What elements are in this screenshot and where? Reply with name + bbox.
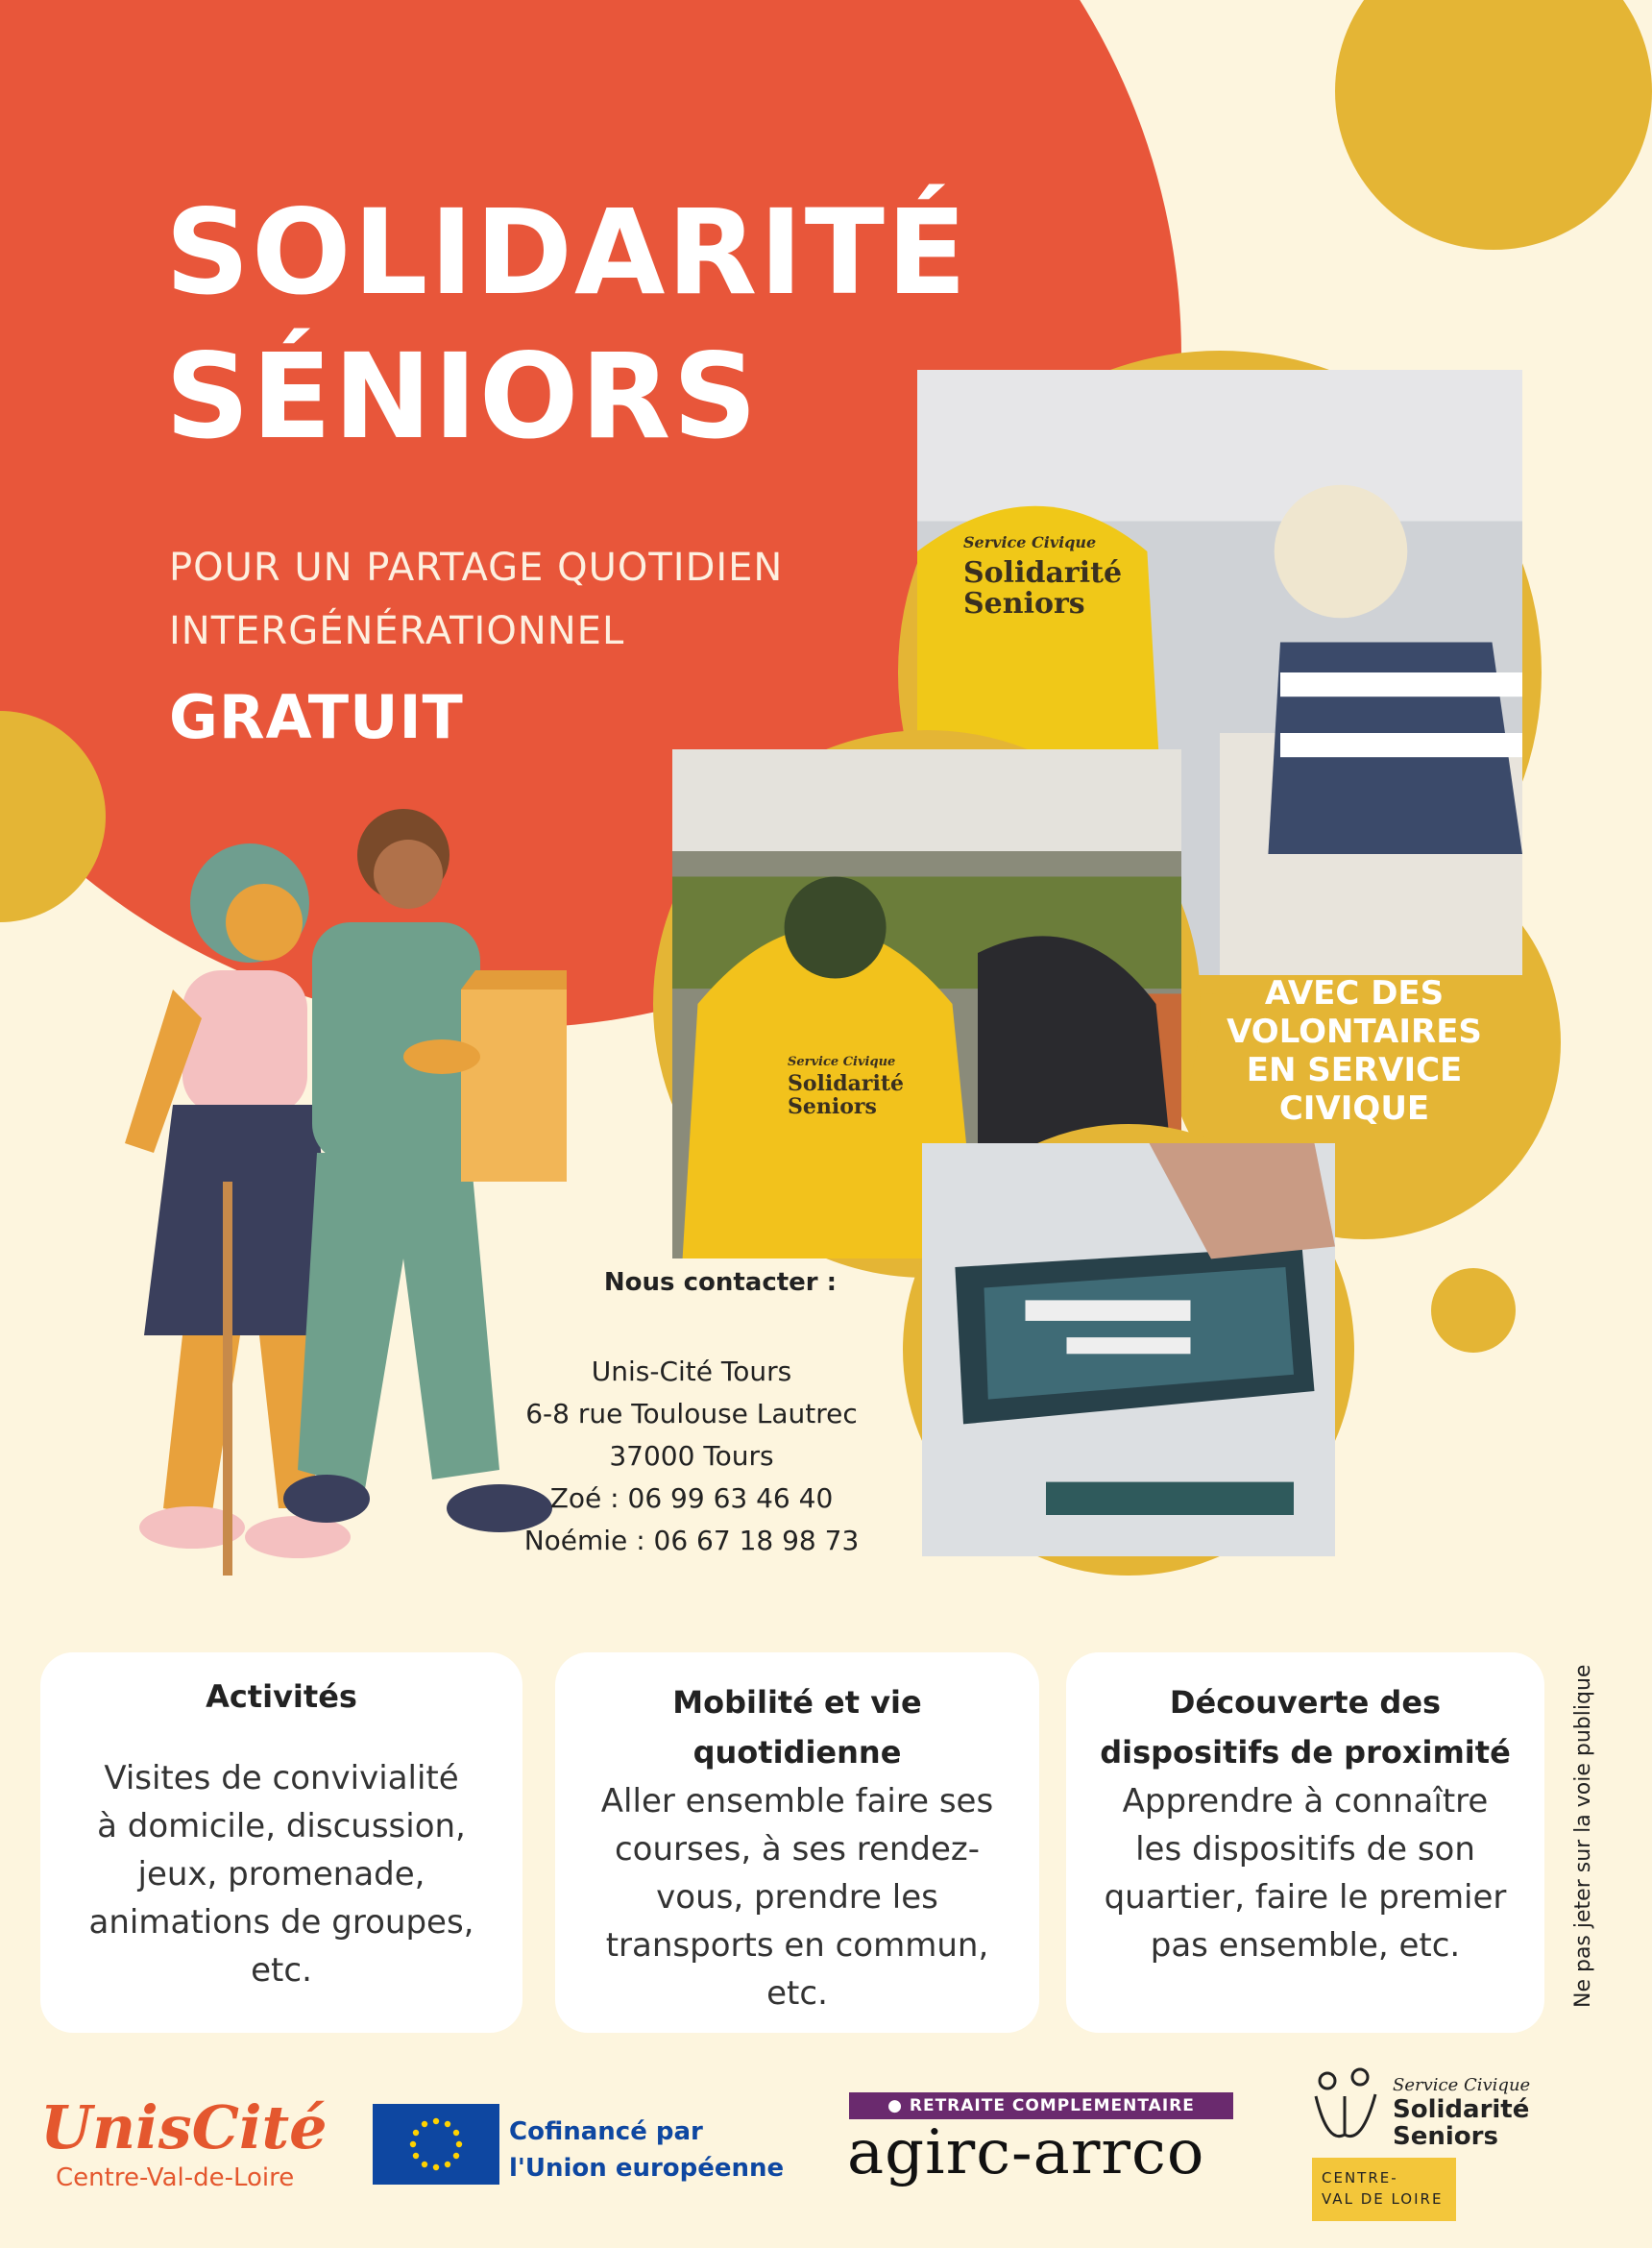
grocery-bag (461, 990, 567, 1182)
card-activities-line-5: etc. (251, 1951, 312, 1990)
ssc-line-2: Seniors (1393, 2122, 1498, 2151)
card-mobility-title-line-2: quotidienne (692, 1734, 902, 1771)
yellow-circle-small (1431, 1268, 1516, 1353)
ssc-region-badge (1312, 2158, 1456, 2221)
hoodie-brand-2-line2: Seniors (788, 1094, 877, 1119)
hoodie-brand-small-1: Service Civique (963, 533, 1097, 551)
subtitle-line-1: POUR UN PARTAGE QUOTIDIEN (169, 546, 784, 590)
eu-line-1: Cofinancé par (509, 2117, 703, 2146)
callout-line-2: VOLONTAIRES (1227, 1013, 1482, 1051)
agirc-arrco-logo: agirc-arrco (847, 2117, 1205, 2188)
side-note-litter: Ne pas jeter sur la voie publique (1571, 1664, 1595, 2008)
card-mobility-line-4: transports en commun, (605, 1926, 989, 1965)
card-mobility-line-3: vous, prendre les (656, 1878, 938, 1917)
card-discovery-title-line-1: Découverte des (1169, 1684, 1442, 1721)
eu-cofunding (509, 2114, 784, 2187)
unis-cite-region: Centre-Val-de-Loire (56, 2163, 295, 2192)
hoodie-brand-2 (788, 1072, 904, 1118)
contact-block (490, 1351, 893, 1562)
contact-phone-noemie[interactable]: Noémie : 06 67 18 98 73 (523, 1525, 860, 1556)
card-activities-line-4: animations de groupes, (88, 1903, 474, 1942)
ssc-region-2: VAL DE LOIRE (1322, 2190, 1444, 2208)
callout-line-4: CIVIQUE (1278, 1089, 1430, 1128)
card-activities-line-3: jeux, promenade, (137, 1855, 425, 1894)
card-activities-line-1: Visites de convivialité (104, 1759, 459, 1797)
volunteers-callout (1177, 974, 1532, 1128)
eu-flag-icon (373, 2104, 499, 2185)
yellow-circle-top-right (1335, 0, 1652, 250)
hoodie-brand-1-line2: Seniors (963, 587, 1085, 621)
unis-cite-logo: UnisCité (40, 2092, 328, 2162)
price-tag-free: GRATUIT (169, 682, 464, 752)
solidarite-seniors-people-icon (1306, 2067, 1387, 2148)
contact-street: 6-8 rue Toulouse Lautrec (525, 1398, 858, 1429)
card-activities (40, 1652, 522, 2033)
ssc-name (1393, 2096, 1529, 2150)
card-activities-title: Activités (206, 1678, 357, 1715)
title-line-1: SOLIDARITÉ (165, 184, 969, 321)
subtitle (169, 536, 783, 663)
card-mobility-line-1: Aller ensemble faire ses (600, 1782, 994, 1820)
card-discovery-line-2: les dispositifs de son (1135, 1830, 1475, 1869)
contact-org: Unis-Cité Tours (591, 1356, 792, 1387)
eu-line-2: l'Union européenne (509, 2154, 785, 2183)
contact-heading: Nous contacter : (603, 1268, 838, 1297)
card-mobility-line-2: courses, à ses rendez- (614, 1830, 981, 1869)
callout-line-3: EN SERVICE (1246, 1051, 1463, 1089)
hoodie-brand-1-line1: Solidarité (963, 556, 1123, 590)
card-mobility (555, 1652, 1039, 2033)
card-activities-line-2: à domicile, discussion, (97, 1807, 466, 1845)
contact-phone-zoe[interactable]: Zoé : 06 99 63 46 40 (549, 1482, 834, 1514)
subtitle-line-2: INTERGÉNÉRATIONNEL (169, 609, 625, 653)
card-mobility-line-5: etc. (766, 1974, 828, 2013)
page-title (165, 181, 968, 469)
hoodie-brand-1 (963, 558, 1122, 620)
title-line-2: SÉNIORS (165, 329, 760, 465)
callout-line-1: AVEC DES (1264, 974, 1445, 1013)
agirc-band: ● RETRAITE COMPLEMENTAIRE (849, 2092, 1233, 2119)
card-discovery-title-line-2: dispositifs de proximité (1100, 1734, 1511, 1771)
card-discovery-line-4: pas ensemble, etc. (1150, 1926, 1461, 1965)
ssc-line-1: Solidarité (1393, 2095, 1530, 2124)
hoodie-brand-small-2: Service Civique (788, 1055, 896, 1069)
card-discovery-line-1: Apprendre à connaître (1122, 1782, 1489, 1820)
cane (223, 1182, 232, 1576)
hoodie-brand-2-line1: Solidarité (788, 1071, 905, 1096)
card-discovery (1066, 1652, 1544, 2033)
photo-scrabble (903, 1124, 1354, 1576)
card-mobility-title-line-1: Mobilité et vie (672, 1684, 922, 1721)
ssc-region-1: CENTRE- (1322, 2169, 1398, 2187)
ssc-small: Service Civique (1393, 2075, 1531, 2095)
card-discovery-line-3: quartier, faire le premier (1104, 1878, 1507, 1917)
contact-city: 37000 Tours (609, 1440, 774, 1472)
